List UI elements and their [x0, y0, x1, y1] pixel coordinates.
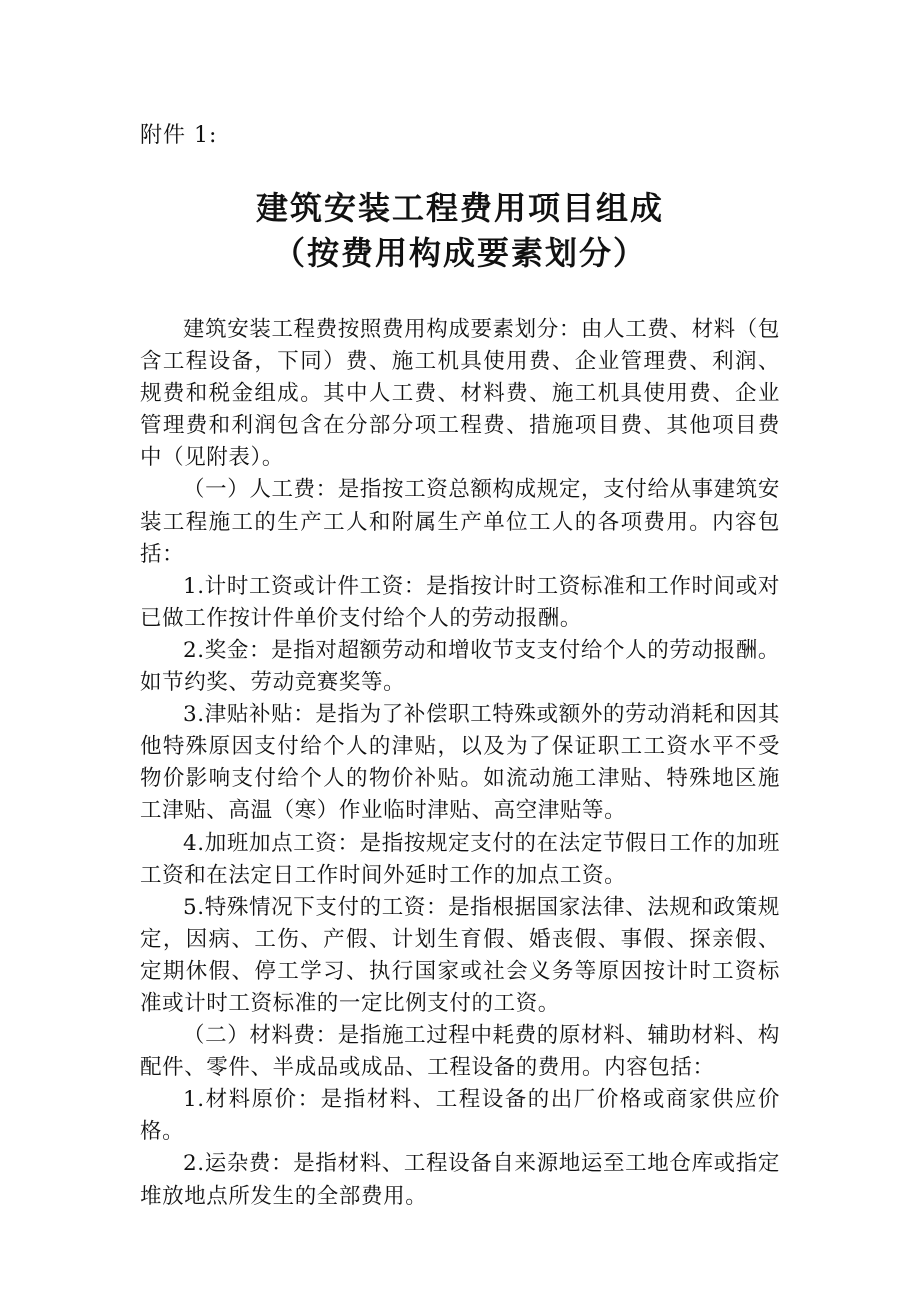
- document-body: [140, 314, 780, 1213]
- paragraph-labor-item-3: 3.津贴补贴：是指为了补偿职工特殊或额外的劳动消耗和因其他特殊原因支付给个人的津贴，以及为了保证职工工资水平不受物价影响支付给个人的物价补贴。如流动施工津贴、特殊地区施工津贴、高温（寒）作业临时津贴、高空津贴等。: [140, 702, 780, 824]
- paragraph-labor-item-4: 4.加班加点工资：是指按规定支付的在法定节假日工作的加班工资和在法定日工作时间外延时工作的加点工资。: [140, 830, 780, 888]
- paragraph-intro: 建筑安装工程费按照费用构成要素划分：由人工费、材料（包含工程设备，下同）费、施工机具使用费、企业管理费、利润、规费和税金组成。其中人工费、材料费、施工机具使用费、企业管理费和利润包含在分部分项工程费、措施项目费、其他项目费中（见附表）。: [140, 317, 780, 471]
- attachment-label: 附件 1:: [140, 123, 218, 148]
- paragraph-material-cost: （二）材料费：是指施工过程中耗费的原材料、辅助材料、构配件、零件、半成品或成品、工程设备的费用。内容包括：: [140, 1023, 780, 1081]
- document-title: [0, 186, 920, 276]
- paragraph-labor-item-1: 1.计时工资或计件工资：是指按计时工资标准和工作时间或对已做工作按计件单价支付给个人的劳动报酬。: [140, 573, 780, 631]
- paragraph-labor-item-2: 2.奖金：是指对超额劳动和增收节支支付给个人的劳动报酬。如节约奖、劳动竞赛奖等。: [140, 637, 780, 696]
- title-line-2: （按费用构成要素划分）: [272, 234, 647, 272]
- paragraph-material-item-1: 1.材料原价：是指材料、工程设备的出厂价格或商家供应价格。: [140, 1087, 780, 1145]
- paragraph-labor-item-5: 5.特殊情况下支付的工资：是指根据国家法律、法规和政策规定，因病、工伤、产假、计划生育假、婚丧假、事假、探亲假、定期休假、停工学习、执行国家或社会义务等原因按计时工资标准或计时工资标准的一定比例支付的工资。: [140, 894, 780, 1016]
- title-line-1: 建筑安装工程费用项目组成: [255, 189, 664, 227]
- paragraph-labor-cost: （一）人工费：是指按工资总额构成规定，支付给从事建筑安装工程施工的生产工人和附属生产单位工人的各项费用。内容包括：: [140, 477, 780, 567]
- paragraph-material-item-2: 2.运杂费：是指材料、工程设备自来源地运至工地仓库或指定堆放地点所发生的全部费用。: [140, 1151, 780, 1209]
